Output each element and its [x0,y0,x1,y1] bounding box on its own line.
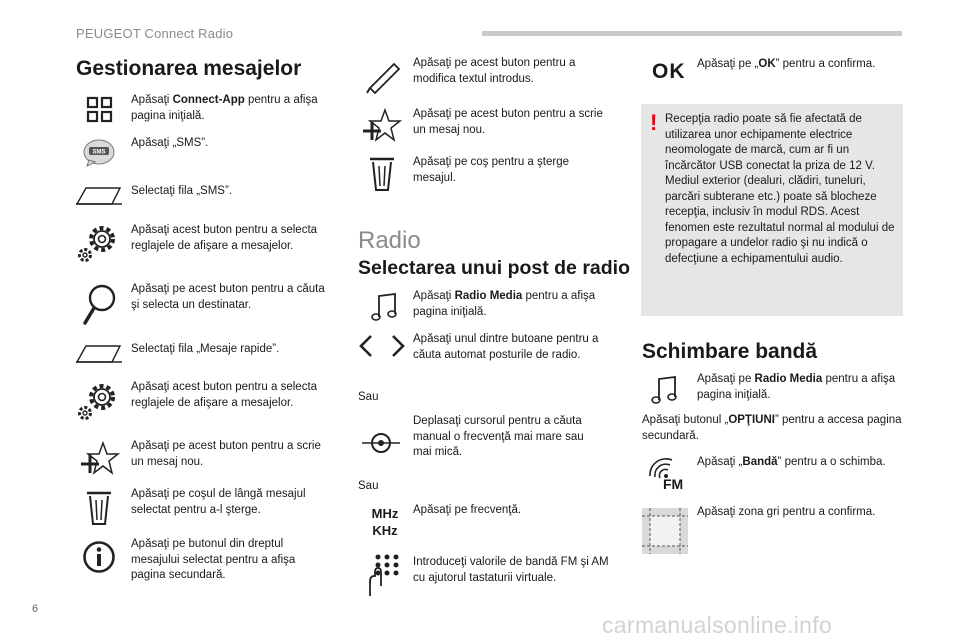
instruction-search-recipient: Apăsaţi pe acest buton pentru a căuta şi selecta un destinatar. [131,283,325,311]
instruction-delete-message: Apăsaţi pe coşul de lângă mesajul selectat pentru a-l şterge. [131,488,306,516]
radio-band-icon: FM [646,456,688,496]
watermark: carmanualsonline.info [602,612,833,638]
page-number: 6 [32,603,39,615]
tab-icon [76,344,122,364]
svg-text:SMS: SMS [92,149,106,156]
heading-change-band: Schimbare bandă [642,340,818,363]
chevrons-left-right-icon [358,334,406,358]
instruction-band: Apăsaţi „Bandă” pentru a o schimba. [697,456,886,468]
instruction-tab-quick-messages: Selectaţi fila „Mesaje rapide”. [131,343,280,355]
add-star-icon [78,441,120,477]
header-rule [482,31,902,36]
section-title-radio: Radio [358,227,421,254]
warning-icon: ! [650,110,658,135]
or-label: Sau [358,391,379,403]
warning-text: Recepţia radio poate să fie afectată de utilizarea unor echipamente electrice neomologate de marcă, cum ar fi un încărcător USB conectat la priza de 12 V. Mediul exterior (dealuri, clădiri, tuneluri, parcări subterane etc.) poate să blocheze recepţia, inclusiv în modul RDS. Acest fenomen este rezultatul normal al modului de propagare a undelor radio şi nu indică o defecţiune a echipamentului audio. [665,113,895,265]
tuner-cursor-icon [360,428,402,458]
instruction-settings-2: Apăsaţi acest buton pentru a selecta reglajele de afişare a mesajelor. [131,381,318,409]
grey-area-icon [642,508,688,554]
settings-gears-icon [76,222,120,264]
frequency-icon: MHz KHz [371,506,399,538]
instruction-delete-via-bin: Apăsaţi pe coş pentru a şterge mesajul. [413,156,569,184]
instruction-manual-tuning: Deplasaţi cursorul pentru a căuta manual o frecvenţă mai mare sau mai mică. [413,415,584,458]
instruction-grey-area: Apăsaţi zona gri pentru a confirma. [697,506,876,518]
instruction-options: Apăsaţi butonul „OPŢIUNI” pentru a accesa pagina secundară. [642,414,902,442]
instruction-settings-1: Apăsaţi acest buton pentru a selecta reglajele de afişare a mesajelor. [131,224,318,252]
sms-icon [82,138,116,168]
instruction-edit-text: Apăsaţi pe acest buton pentru a modifica textul introdus. [413,57,576,85]
keypad-icon [364,552,404,598]
pencil-icon [364,58,404,94]
heading-gestionarea-mesajelor: Gestionarea mesajelor [76,57,302,80]
music-note-icon [650,375,678,405]
page-header-title: PEUGEOT Connect Radio [76,26,234,41]
instruction-sms: Apăsaţi „SMS”. [131,137,209,149]
add-star-icon [360,108,402,144]
instruction-radio-media-band: Apăsaţi pe Radio Media pentru a afişa pagina iniţială. [697,373,896,401]
instruction-new-message-1: Apăsaţi pe acest buton pentru a scrie un mesaj nou. [131,440,321,468]
settings-gears-icon [76,380,120,422]
instruction-tab-sms: Selectaţi fila „SMS”. [131,185,232,197]
ok-icon: OK [652,60,686,83]
instruction-seek-stations: Apăsaţi unul dintre butoane pentru a căuta automat posturile de radio. [413,333,599,361]
tab-icon [76,186,122,206]
info-icon [82,540,116,574]
or-label: Sau [358,480,379,492]
instruction-ok-confirm: Apăsaţi pe „OK” pentru a confirma. [697,58,876,70]
trash-icon [86,490,112,526]
instruction-new-message-2: Apăsaţi pe acest buton pentru a scrie un mesaj nou. [413,108,603,136]
heading-select-radio-station: Selectarea unui post de radio [358,257,630,279]
instruction-connect-app: Apăsaţi Connect-App pentru a afişa pagina iniţială. [131,94,318,122]
music-note-icon [370,292,398,322]
search-icon [82,284,116,326]
trash-icon [369,156,395,192]
instruction-radio-media: Apăsaţi Radio Media pentru a afişa pagina iniţială. [413,290,596,318]
instruction-virtual-keypad: Introduceţi valorile de bandă FM şi AM cu ajutorul tastaturii virtuale. [413,556,609,584]
instruction-frequency: Apăsaţi pe frecvenţă. [413,504,522,516]
apps-grid-icon [86,96,114,124]
instruction-secondary-page: Apăsaţi pe butonul din dreptul mesajului selectat pentru a afişa pagina secundară. [131,538,296,581]
